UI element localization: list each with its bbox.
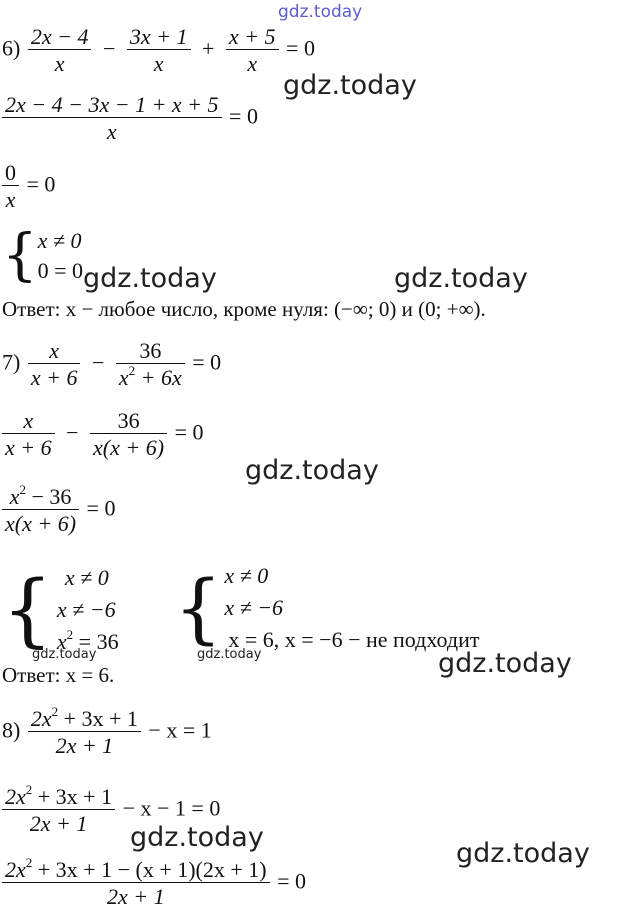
p8-equation-2: $\frac{2x^2 + 3x + 1}{2x + 1}$ − x − 1 = 0 [0, 786, 220, 835]
watermark: gdz.today [394, 263, 528, 294]
p7-answer: Ответ: x = 6. [2, 663, 115, 687]
p6-answer: Ответ: x − любое число, кроме нуля: (−∞; 0) и (0; +∞). [2, 297, 486, 321]
watermark: gdz.today [456, 838, 590, 869]
brace: { [2, 563, 53, 656]
fraction: $\frac{2x^2 + 3x + 1}{2x + 1}$ [28, 708, 141, 757]
watermark: gdz.today [283, 70, 417, 101]
fraction: $\frac{0}{x}$ [2, 162, 19, 211]
p6-system: { x ≠ 0 0 = 0 [2, 223, 84, 288]
p8-equation-1: 8) $\frac{2x^2 + 3x + 1}{2x + 1}$ − x = 1 [2, 704, 212, 758]
watermark: gdz.today [130, 822, 264, 853]
watermark-small: gdz.today [197, 647, 262, 662]
p6-equation-3: $\frac{0}{x}$ = 0 [0, 162, 55, 211]
fraction: $\frac{x}{x + 6}$ [28, 340, 81, 389]
p8-equation-3: $\frac{2x^2 + 3x + 1 - (x + 1)(2x + 1)}{2x + 1}$ = 0 [0, 859, 306, 908]
fraction: $\frac{2x^2 + 3x + 1 - (x + 1)(2x + 1)}{2x + 1}$ [2, 859, 270, 908]
watermark: gdz.today [438, 648, 572, 679]
fraction: $\frac{x^2 - 36}{x(x + 6)}$ [2, 486, 79, 535]
brace: { [2, 223, 38, 288]
watermark: gdz.today [83, 263, 217, 294]
p6-equation-1: 6) $\frac{2x - 4}{x}$ − $\frac{3x + 1}{x}$ + $\frac{x + 5}{x}$ = 0 [2, 24, 315, 76]
fraction: $\frac{2x - 4 - 3x - 1 + x + 5}{x}$ [2, 94, 222, 143]
p7-system-2: { x ≠ 0 x ≠ −6 x = 6, x = −6 − не подходит [174, 563, 480, 652]
p7-equation-1: 7) $\frac{x}{x + 6}$ − $\frac{36}{x^2 + 6x}$ = 0 [2, 338, 222, 390]
p7-system-1: { x ≠ 0 x ≠ −6 $x^2 = 36$ [2, 563, 119, 656]
fraction: $\frac{36}{x^2 + 6x}$ [116, 340, 185, 389]
fraction: $\frac{x}{x + 6}$ [2, 410, 55, 459]
p7-equation-2: $\frac{x}{x + 6}$ − $\frac{36}{x(x + 6)}$ = 0 [0, 410, 204, 459]
fraction: $\frac{2x^2 + 3x + 1}{2x + 1}$ [2, 786, 115, 835]
problem-number: 6) [2, 35, 21, 61]
watermark-small: gdz.today [32, 647, 97, 662]
watermark: gdz.today [245, 455, 379, 486]
problem-number: 7) [2, 349, 21, 375]
p7-equation-3: $\frac{x^2 - 36}{x(x + 6)}$ = 0 [0, 486, 115, 535]
p6-equation-2: $\frac{2x - 4 - 3x - 1 + x + 5}{x}$ = 0 [0, 94, 258, 143]
fraction: $\frac{x + 5}{x}$ [226, 26, 279, 75]
fraction: $\frac{2x - 4}{x}$ [28, 26, 92, 75]
fraction: $\frac{3x + 1}{x}$ [127, 26, 191, 75]
problem-number: 8) [2, 717, 21, 743]
watermark-top: gdz.today [278, 2, 363, 22]
brace: { [174, 563, 223, 652]
fraction: $\frac{36}{x(x + 6)}$ [90, 410, 167, 459]
